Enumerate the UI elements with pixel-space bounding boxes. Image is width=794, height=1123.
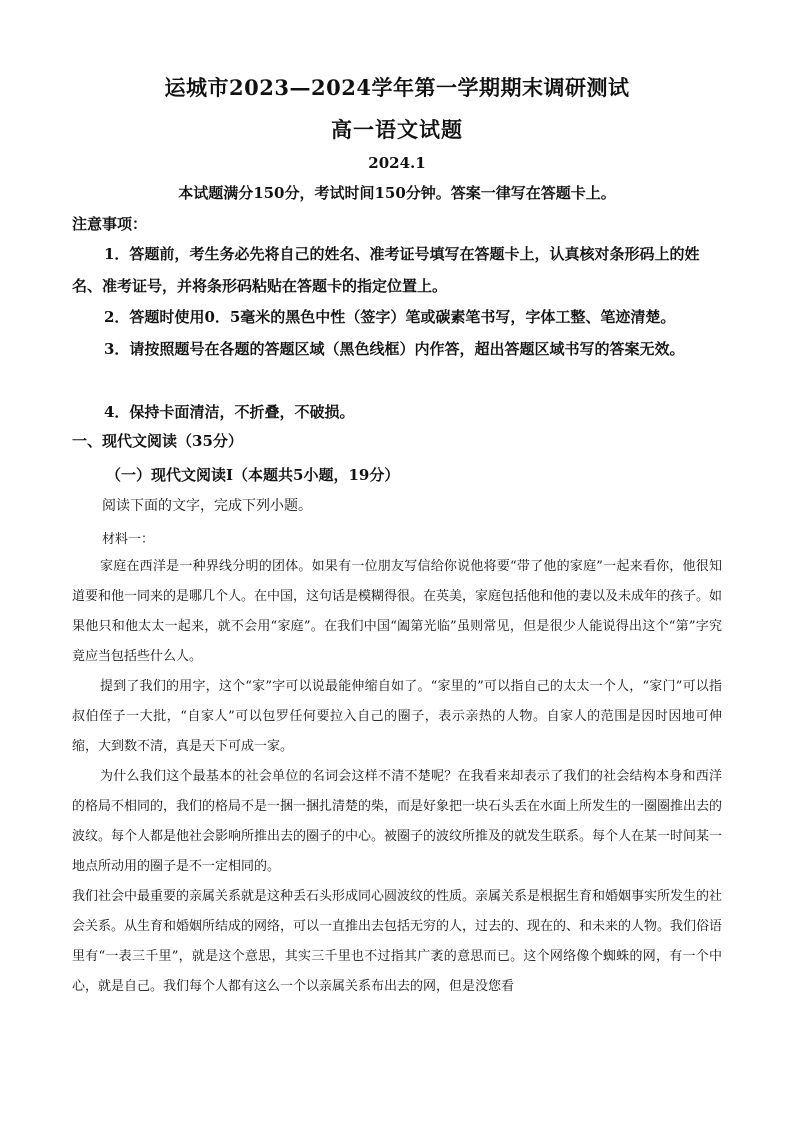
paragraph-3: 为什么我们这个最基本的社会单位的名词会这样不清不楚呢？在我看来却表示了我们的社会结构本身和西洋的格局不相同的，我们的格局不是一捆一捆扎清楚的柴，而是好象把一块石头丢在水面上所发生的一圈圈推出去的波纹。每个人都是他社会影响所推出去的圈子的中心。被圈子的波纹所推及的就发生联系。每个人在某一时间某一地点所动用的圈子是不一定相同的。 bbox=[72, 769, 723, 874]
note-text-4: 4．保持卡面清洁，不折叠，不破损。 bbox=[104, 403, 355, 421]
notes-heading: 注意事项： bbox=[72, 215, 148, 233]
paragraph-4: 我们社会中最重要的亲属关系就是这种丢石头形成同心圆波纹的性质。亲属关系是根据生育和婚姻事实所发生的社会关系。从生育和婚姻所结成的网络，可以一直推出去包括无穷的人，过去的、现在的、和未来的人物。我们俗语里有“一表三千里”，就是这个意思，其实三千里也不过指其广袤的意思而已。这个网络像个蜘蛛的网，有一个中心，就是自己。我们每个人都有这么一个以亲属关系布出去的网，但是没您看 bbox=[72, 889, 723, 994]
material-label: 材料一： bbox=[102, 532, 155, 547]
exam-title: 运城市2023—2024学年第一学期期末调研测试 bbox=[164, 75, 630, 100]
note-item-2 bbox=[72, 301, 722, 333]
note-item-3 bbox=[72, 333, 722, 365]
exam-instruction: 本试题满分150分，考试时间150分钟。答案一律写在答题卡上。 bbox=[178, 184, 616, 202]
note-item-4 bbox=[72, 396, 722, 428]
exam-date: 2024.1 bbox=[368, 154, 426, 172]
note-item-1 bbox=[72, 238, 722, 302]
note-text-3: 3．请按照题号在各题的答题区域（黑色线框）内作答，超出答题区域书写的答案无效。 bbox=[104, 340, 685, 358]
note-text-1: 1．答题前，考生务必先将自己的姓名、准考证号填写在答题卡上，认真核对条形码上的姓名、准考证号，并将条形码粘贴在答题卡的指定位置上。 bbox=[72, 245, 700, 295]
reading-instruction: 阅读下面的文字，完成下列小题。 bbox=[102, 498, 312, 514]
paragraph-2: 提到了我们的用字，这个“家”字可以说最能伸缩自如了。“家里的”可以指自己的太太一个人，“家门”可以指叔伯侄子一大批，“自家人”可以包罗任何要拉入自己的圈子，表示亲热的人物。自家人的范围是因时因地可伸缩，大到数不清，真是天下可成一家。 bbox=[72, 679, 722, 754]
section-heading: 一、现代文阅读（35分） bbox=[72, 432, 243, 450]
note-text-2: 2．答题时使用0．5毫米的黑色中性（签字）笔或碳素笔书写，字体工整、笔迹清楚。 bbox=[104, 308, 676, 326]
paragraph-1: 家庭在西洋是一种界线分明的团体。如果有一位朋友写信给你说他将要“带了他的家庭”一起来看你，他很知道要和他一同来的是哪几个人。在中国，这句话是模糊得很。在英美，家庭包括他和他的妻以及未成年的孩子。如果他只和他太太一起来，就不会用“家庭”。在我们中国“阖第光临”虽则常见，但是很少人能说得出这个“第”字究竟应当包括些什么人。 bbox=[72, 559, 723, 664]
section-subheading: （一）现代文阅读Ⅰ（本题共5小题，19分） bbox=[106, 466, 400, 484]
exam-subtitle: 高一语文试题 bbox=[331, 117, 463, 142]
